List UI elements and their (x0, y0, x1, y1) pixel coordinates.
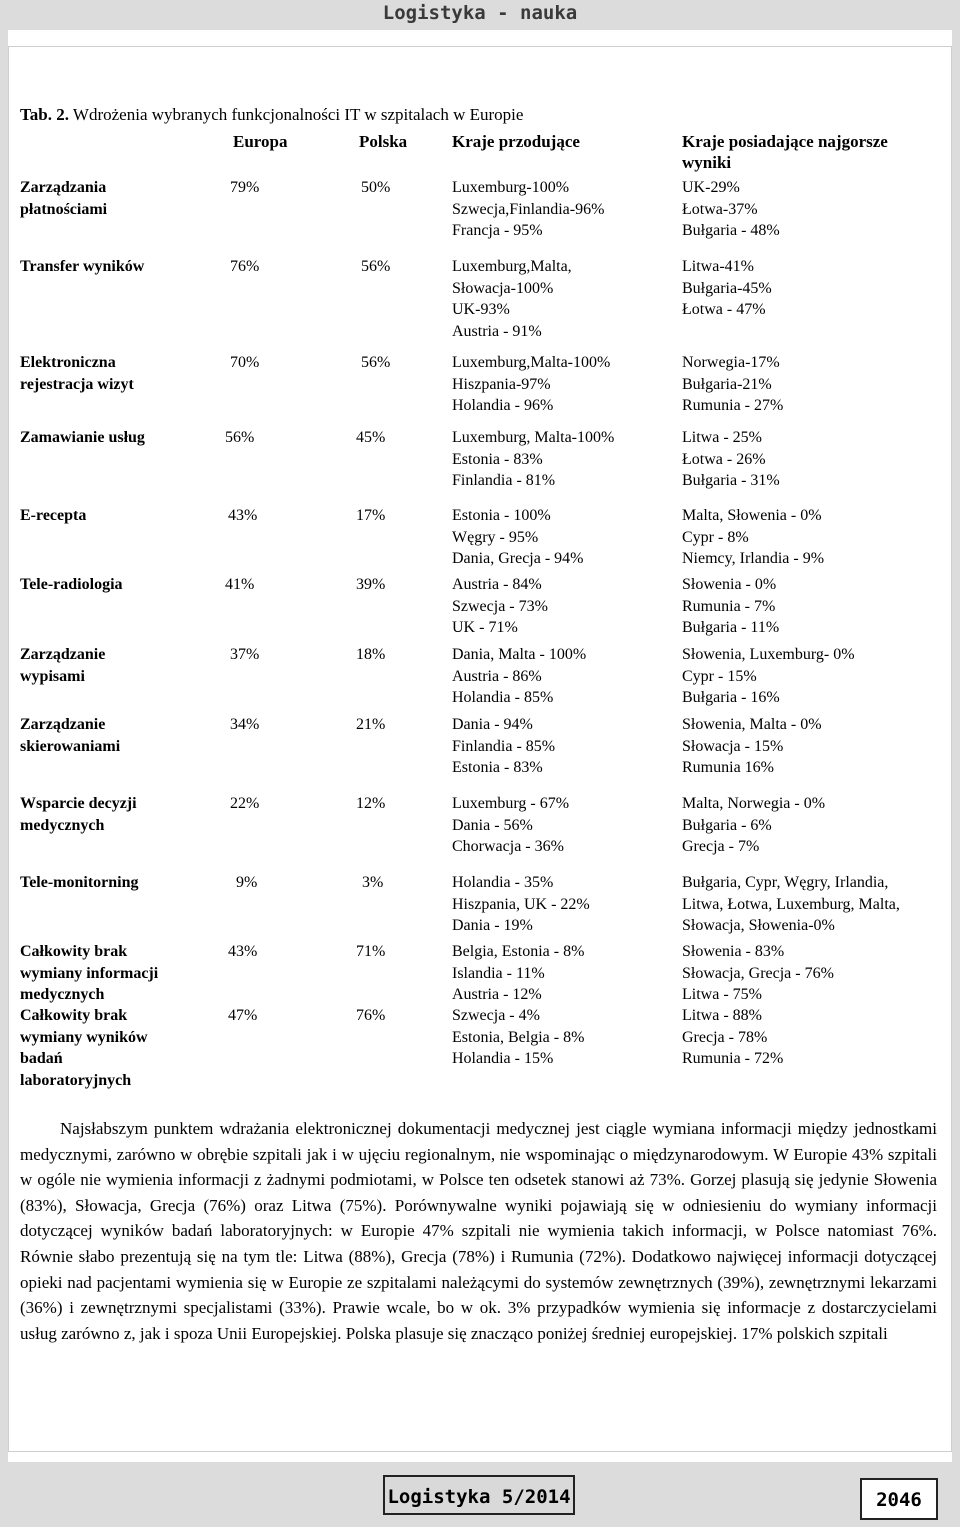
poland-value: 45% (356, 429, 386, 446)
poland-value: 50% (361, 179, 391, 196)
row-label: Transfer wyników (20, 258, 145, 275)
worst-value: Malta, Norwegia - 0% Bułgaria - 6% Grecja - 7% (682, 795, 826, 855)
leaders-value: Belgia, Estonia - 8% Islandia - 11% Austria - 12% (452, 943, 585, 1003)
left-margin-bar (0, 30, 8, 1462)
worst-value: Norwegia-17% Bułgaria-21% Rumunia - 27% (682, 354, 784, 414)
poland-value: 18% (356, 646, 386, 663)
row-label: Tele-monitorning (20, 874, 139, 891)
caption-prefix: Tab. 2. (20, 105, 69, 124)
page-number: 2046 (860, 1478, 938, 1520)
europe-value: 41% (225, 576, 255, 593)
worst-value: Słowenia, Luxemburg- 0% Cypr - 15% Bułgaria - 16% (682, 646, 855, 706)
poland-value: 71% (356, 943, 386, 960)
table-caption (20, 105, 523, 125)
leaders-value: Austria - 84% Szwecja - 73% UK - 71% (452, 576, 548, 636)
leaders-value: Luxemburg-100% Szwecja,Finlandia-96% Francja - 95% (452, 179, 605, 239)
europe-value: 43% (228, 507, 258, 524)
worst-value: Litwa-41% Bułgaria-45% Łotwa - 47% (682, 258, 772, 318)
europe-value: 22% (230, 795, 260, 812)
section-title: Logistyka - nauka (382, 2, 578, 24)
row-label: Zarządzanie skierowaniami (20, 716, 121, 755)
worst-value: Słowenia - 83% Słowacja, Grecja - 76% Litwa - 75% (682, 943, 834, 1003)
poland-value: 12% (356, 795, 386, 812)
worst-value: Litwa - 88% Grecja - 78% Rumunia - 72% (682, 1007, 784, 1067)
europe-value: 9% (236, 874, 258, 891)
row-label: Zarządzanie wypisami (20, 646, 106, 685)
poland-value: 39% (356, 576, 386, 593)
journal-issue-badge: Logistyka 5/2014 (383, 1475, 575, 1515)
column-header-europe: Europa (233, 132, 288, 151)
row-label: Tele-radiologia (20, 576, 123, 593)
leaders-value: Dania, Malta - 100% Austria - 86% Holandia - 85% (452, 646, 587, 706)
europe-value: 37% (230, 646, 260, 663)
column-header-worst: Kraje posiadające najgorsze wyniki (682, 132, 888, 172)
column-header-poland: Polska (359, 132, 408, 151)
row-label: Wsparcie decyzji medycznych (20, 795, 137, 834)
worst-value: Malta, Słowenia - 0% Cypr - 8% Niemcy, Irlandia - 9% (682, 507, 825, 567)
europe-value: 70% (230, 354, 260, 371)
europe-value: 47% (228, 1007, 258, 1024)
leaders-value: Luxemburg - 67% Dania - 56% Chorwacja - 36% (452, 795, 570, 855)
leaders-value: Estonia - 100% Węgry - 95% Dania, Grecja - 94% (452, 507, 584, 567)
poland-value: 56% (361, 258, 391, 275)
body-paragraph: Najsłabszym punktem wdrażania elektronicznej dokumentacji medycznej jest ciągle wymiana informacji między jednostkami medycznymi, zarówno w obrębie szpitali jak i w ujęciu regionalnym, nie wspominając o międzynarodowym. W Europie 43% szpitali w ogóle nie wymienia informacji z żadnymi podmiotami, w Polsce ten odsetek stanowi aż 73%. Gorzej plasują się jedynie Słowenia (83%), Słowacja, Grecja (76%) oraz Litwa (75%). Porównywalne wyniki pojawiają się w odniesieniu do wymiany informacji dotyczącej wyników badań laboratoryjnych: w Europie 47% szpitali nie wymienia takich informacji, w Polsce natomiast 76%. Równie słabo prezentują się na tym tle: Litwa (88%), Grecja (78%) i Rumunia (72%). Dodatkowo najwięcej informacji dotyczącej opieki nad pacjentami wymienia się w Europie ze szpitalami należącymi do systemów zewnętrznych (39%), zewnętrznymi lekarzami (36%) i zewnętrznymi specjalistami (33%). Prawie wcale, bo w ok. 3% przypadków wymienia się informacje z dostarczycielami usług zarówno z, jak i spoza Unii Europejskiej. Polska plasuje się znacząco poniżej średniej europejskiej. 17% polskich szpitali (20, 1119, 937, 1343)
page-header (0, 0, 960, 30)
europe-value: 56% (225, 429, 255, 446)
row-label: Elektroniczna rejestracja wizyt (20, 354, 134, 393)
poland-value: 56% (361, 354, 391, 371)
poland-value: 17% (356, 507, 386, 524)
row-label: Zarządzania płatnościami (20, 179, 108, 218)
poland-value: 76% (356, 1007, 386, 1024)
worst-value: UK-29% Łotwa-37% Bułgaria - 48% (682, 179, 780, 239)
poland-value: 21% (356, 716, 386, 733)
worst-value: Słowenia - 0% Rumunia - 7% Bułgaria - 11% (682, 576, 780, 636)
leaders-value: Luxemburg, Malta-100% Estonia - 83% Finlandia - 81% (452, 429, 615, 489)
worst-value: Bułgaria, Cypr, Węgry, Irlandia, Litwa, Łotwa, Luxemburg, Malta, Słowacja, Słowenia-0% (682, 874, 900, 934)
right-margin-bar (952, 30, 960, 1462)
row-label: Zamawianie usług (20, 429, 145, 446)
europe-value: 76% (230, 258, 260, 275)
europe-value: 43% (228, 943, 258, 960)
leaders-value: Dania - 94% Finlandia - 85% Estonia - 83% (452, 716, 556, 776)
leaders-value: Luxemburg,Malta, Słowacja-100% UK-93% Austria - 91% (452, 258, 572, 340)
leaders-value: Szwecja - 4% Estonia, Belgia - 8% Holandia - 15% (452, 1007, 585, 1067)
row-label: Całkowity brak wymiany informacji medycznych (20, 943, 159, 1003)
worst-value: Słowenia, Malta - 0% Słowacja - 15% Rumunia 16% (682, 716, 822, 776)
row-label: Całkowity brak wymiany wyników badań laboratoryjnych (20, 1007, 148, 1089)
europe-value: 34% (230, 716, 260, 733)
row-label: E-recepta (20, 507, 87, 524)
leaders-value: Holandia - 35% Hiszpania, UK - 22% Dania - 19% (452, 874, 590, 934)
column-header-leaders: Kraje przodujące (452, 132, 580, 151)
leaders-value: Luxemburg,Malta-100% Hiszpania-97% Holandia - 96% (452, 354, 611, 414)
poland-value: 3% (362, 874, 384, 891)
worst-value: Litwa - 25% Łotwa - 26% Bułgaria - 31% (682, 429, 780, 489)
caption-text: Wdrożenia wybranych funkcjonalności IT w szpitalach w Europie (68, 105, 524, 124)
europe-value: 79% (230, 179, 260, 196)
